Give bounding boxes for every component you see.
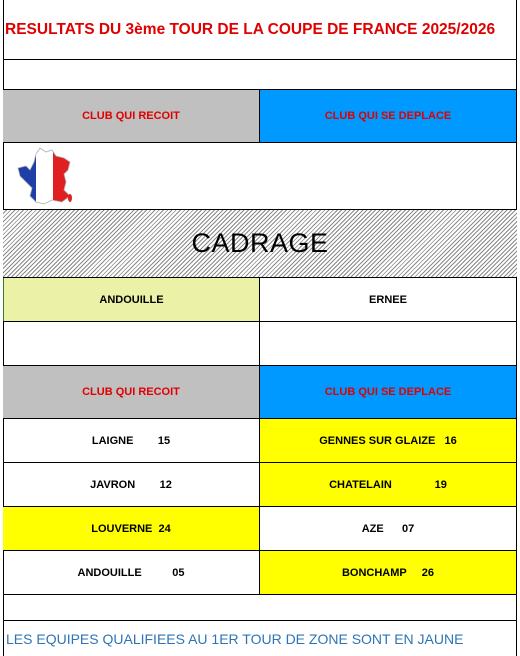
section-title: CADRAGE — [191, 228, 329, 258]
cadrage-away-club: ERNEE — [369, 293, 407, 306]
match-row — [3, 551, 517, 595]
away-club-score: BONCHAMP 26 — [260, 551, 516, 594]
match-row — [3, 507, 517, 551]
home-club-header: CLUB QUI RECOIT — [3, 90, 260, 142]
flag-row — [3, 143, 517, 210]
away-club-score: AZE 07 — [361, 522, 415, 535]
empty-away-cell — [260, 322, 516, 365]
home-club-header: CLUB QUI RECOIT — [3, 366, 260, 418]
empty-home-cell — [3, 322, 260, 365]
blank-row — [3, 595, 517, 621]
header-row-2 — [3, 366, 517, 419]
match-row — [3, 463, 517, 507]
home-club-score: ANDOUILLE 05 — [3, 551, 260, 594]
page-title: RESULTATS DU 3ème TOUR DE LA COUPE DE FRANCE 2025/2026 — [3, 0, 517, 60]
match-row — [3, 419, 517, 463]
footer-note: LES EQUIPES QUALIFIEES AU 1ER TOUR DE ZONE SONT EN JAUNE — [6, 630, 464, 647]
home-club-score: JAVRON 12 — [3, 463, 260, 506]
france-flag-map-icon — [16, 146, 74, 206]
empty-match-row — [3, 322, 517, 366]
cadrage-home-club: ANDOUILLE — [3, 278, 260, 321]
away-club-header: CLUB QUI SE DEPLACE — [260, 90, 516, 142]
away-club-score: CHATELAIN 19 — [260, 463, 516, 506]
away-club-header: CLUB QUI SE DEPLACE — [260, 366, 516, 418]
section-banner — [3, 210, 517, 278]
header-row-1 — [3, 90, 517, 143]
away-club-score: GENNES SUR GLAIZE 16 — [260, 419, 516, 462]
home-club-score: LOUVERNE 24 — [3, 507, 260, 550]
home-club-score: LAIGNE 15 — [3, 419, 260, 462]
blank-row — [3, 60, 517, 90]
cadrage-row — [3, 278, 517, 322]
